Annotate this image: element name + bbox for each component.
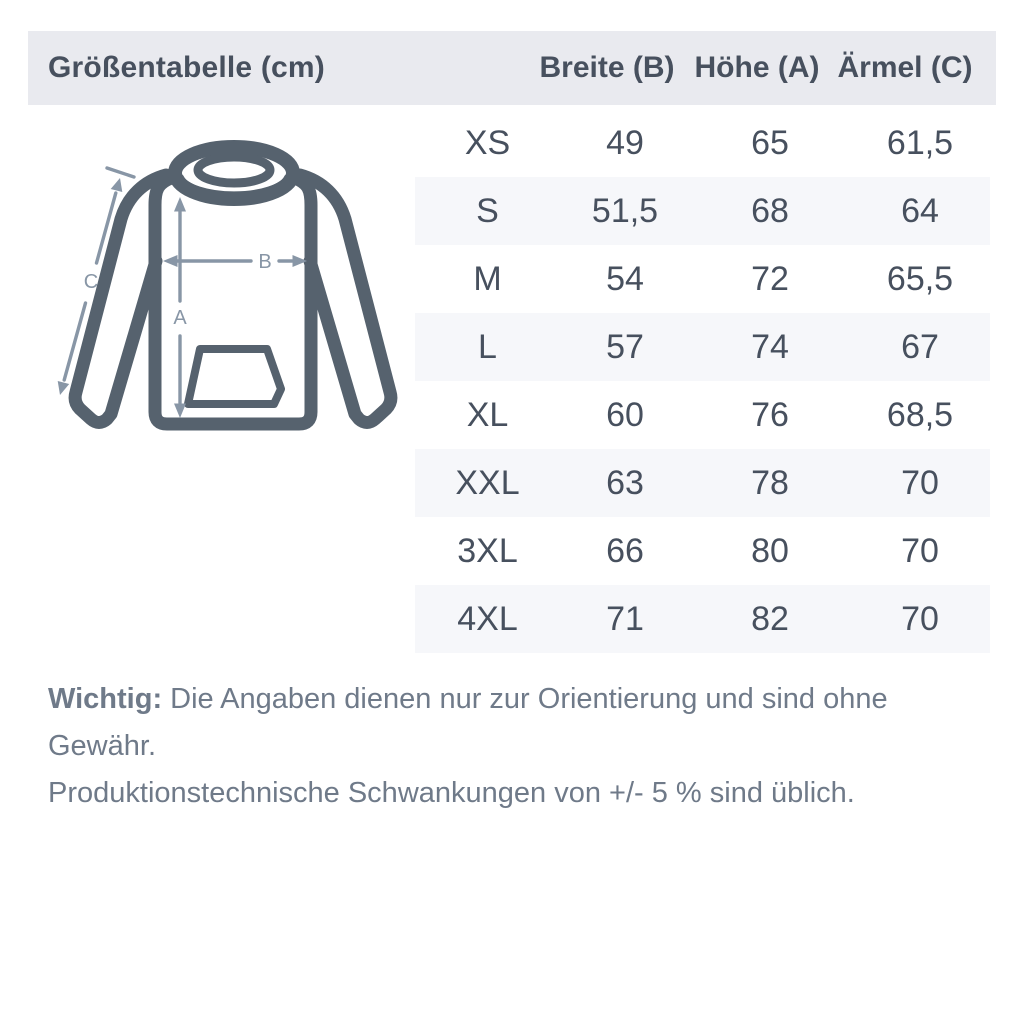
- size-cell: XL: [466, 395, 509, 434]
- disclaimer-label: Wichtig:: [48, 683, 163, 715]
- disclaimer-line2: Produktionstechnische Schwankungen von +/- 5 % sind üblich.: [48, 777, 855, 809]
- size-table-body: [415, 109, 990, 653]
- hoehe-cell: 82: [751, 599, 789, 638]
- breite-cell: 57: [606, 327, 644, 366]
- aermel-cell: 64: [901, 191, 939, 230]
- aermel-cell: 68,5: [886, 395, 954, 434]
- aermel-cell: 70: [901, 463, 939, 502]
- pocket-outline: [188, 349, 281, 404]
- dimension-label-c: C: [83, 271, 99, 293]
- size-cell: XXL: [455, 463, 520, 502]
- column-header-aermel: Ärmel (C): [837, 51, 973, 84]
- size-cell: XS: [464, 123, 511, 162]
- size-cell: S: [476, 191, 499, 230]
- hoehe-cell: 76: [751, 395, 789, 434]
- hoodie-outline-icon: [75, 147, 391, 424]
- column-header-hoehe: Höhe (A): [694, 51, 820, 84]
- size-cell: L: [478, 327, 497, 366]
- breite-cell: 60: [606, 395, 644, 434]
- dimension-arrow-a: [173, 197, 187, 418]
- breite-cell: 54: [606, 259, 644, 298]
- hood-opening: [198, 157, 270, 183]
- aermel-cell: 61,5: [886, 123, 954, 162]
- table-row: [415, 109, 990, 177]
- hoodie-diagram: [30, 125, 420, 460]
- table-row: [415, 517, 990, 585]
- hoehe-cell: 78: [751, 463, 789, 502]
- aermel-cell: 70: [901, 531, 939, 570]
- page-title: Größentabelle (cm): [48, 51, 325, 84]
- aermel-cell: 65,5: [886, 259, 954, 298]
- dimension-tick-c: [107, 168, 134, 177]
- table-header-bar: [28, 31, 996, 105]
- breite-cell: 71: [606, 599, 644, 638]
- hoehe-cell: 72: [751, 259, 789, 298]
- column-header-breite: Breite (B): [539, 51, 675, 84]
- size-cell: 3XL: [457, 531, 518, 570]
- dimension-label-b: B: [258, 251, 272, 273]
- hoehe-cell: 74: [751, 327, 789, 366]
- breite-cell: 49: [606, 123, 644, 162]
- disclaimer-note: [48, 676, 988, 817]
- table-row: [415, 449, 990, 517]
- table-row: [415, 177, 990, 245]
- hoehe-cell: 65: [751, 123, 789, 162]
- breite-cell: 51,5: [591, 191, 659, 230]
- table-row: [415, 313, 990, 381]
- disclaimer-line1: Die Angaben dienen nur zur Orientierung und sind ohne Gewähr.: [48, 683, 888, 762]
- size-cell: 4XL: [457, 599, 518, 638]
- table-row: [415, 585, 990, 653]
- breite-cell: 63: [606, 463, 644, 502]
- dimension-arrow-b: [163, 251, 307, 273]
- dimension-label-a: A: [173, 307, 187, 329]
- table-row: [415, 381, 990, 449]
- breite-cell: 66: [606, 531, 644, 570]
- hoehe-cell: 80: [751, 531, 789, 570]
- aermel-cell: 67: [901, 327, 939, 366]
- hoehe-cell: 68: [751, 191, 789, 230]
- table-row: [415, 245, 990, 313]
- aermel-cell: 70: [901, 599, 939, 638]
- size-cell: M: [473, 259, 502, 298]
